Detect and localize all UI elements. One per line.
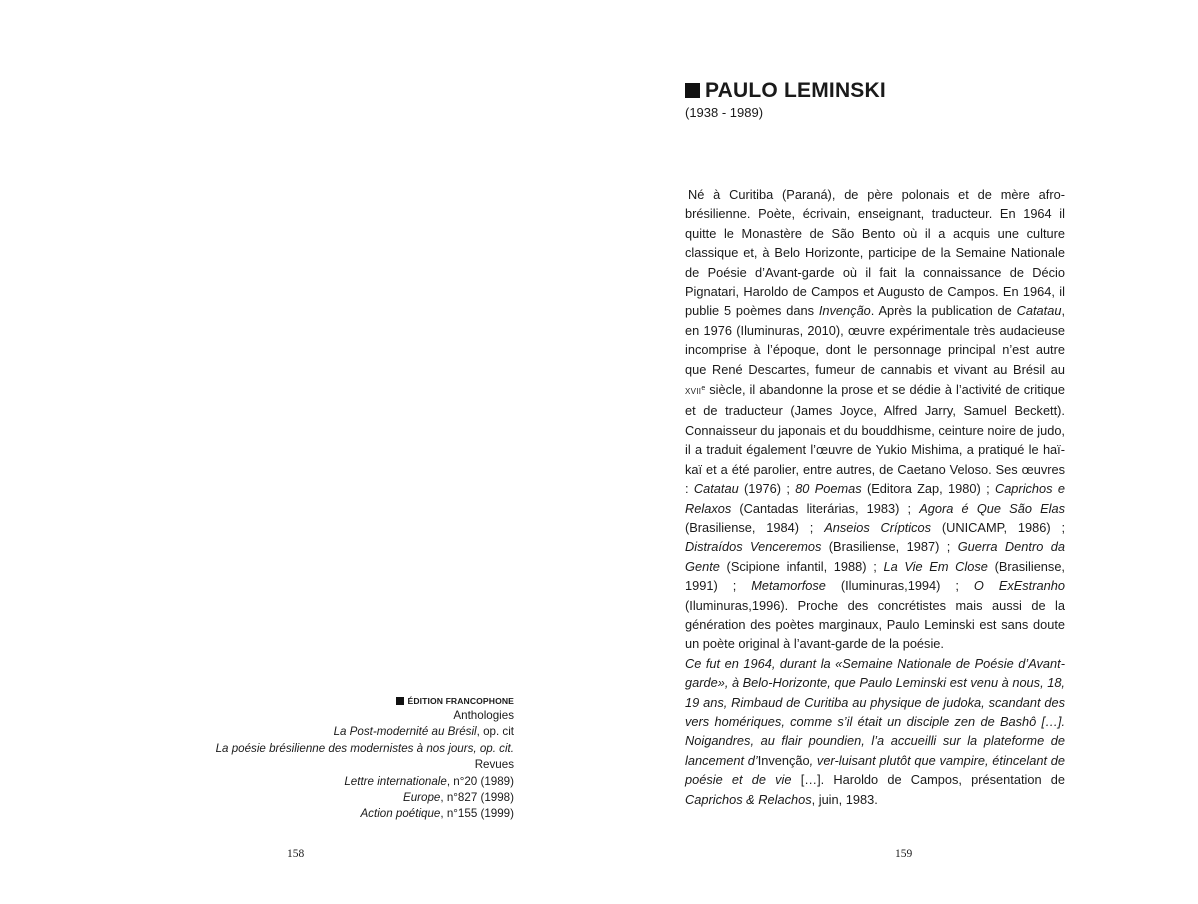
francophone-edition-block xyxy=(94,694,514,823)
author-dates: (1938 - 1989) xyxy=(685,105,764,120)
text-run: Catatau xyxy=(693,481,739,497)
right-page xyxy=(599,0,1198,904)
page-number-right: 159 xyxy=(895,848,913,860)
biography-paragraph xyxy=(685,185,1065,654)
text-run: (Brasiliense, 1984) ; xyxy=(685,519,825,535)
text-run: La Vie Em Close xyxy=(883,558,988,574)
text-run: . Après la publication de xyxy=(870,303,1017,319)
text-run: e xyxy=(701,385,706,393)
text-run: , ver-luisant plutôt que vampire, étincelant de poésie et de vie xyxy=(685,752,1065,788)
text-run: (Editora Zap, 1980) ; xyxy=(861,481,995,497)
text-run: XVII xyxy=(685,387,702,397)
text-run: O ExEstranho xyxy=(973,578,1065,594)
text-run: Invenção xyxy=(757,752,810,768)
text-run: Catatau xyxy=(1016,303,1062,319)
text-run: , en 1976 (Iluminuras, 2010), œuvre expérimentale très audacieuse incomprise à l’époque, dont le personnage principal n’est autre que René Descartes, fumeur de cannabis et vivant au Brésil au xyxy=(685,303,1065,377)
text-run: Distraídos Venceremos xyxy=(685,539,822,555)
text-run: (Iluminuras,1994) ; xyxy=(825,578,974,594)
text-run: Né à Curitiba (Paraná), de père polonais et de mère afro-brésilienne. Poète, écrivain, enseignant, traducteur. En 1964 il quitte le Monastère de São Bento où il a acquis une culture classique et, à Belo Horizonte, participe de la Semaine Nationale de Poésie d’Avant-garde où il fait la connaissance de Décio Pignatari, Haroldo de Campos et Augusto de Campos. En 1964, il publie 5 poèmes dans xyxy=(685,187,1065,319)
text-run: (Brasiliense, 1987) ; xyxy=(821,539,958,555)
text-run: (Brasiliense, 1991) ; xyxy=(685,558,1065,594)
text-run: Caprichos & Relachos xyxy=(685,791,812,807)
text-run: Invenção xyxy=(818,303,871,319)
edition-heading: ÉDITION FRANCOPHONE xyxy=(94,694,514,708)
author-name: PAULO LEMINSKI xyxy=(705,79,886,102)
text-run: Agora é Que São Elas xyxy=(919,500,1065,516)
page-number-left: 158 xyxy=(287,848,305,860)
text-run: 80 Poemas xyxy=(795,481,862,497)
anthologies-label: Anthologies xyxy=(453,709,514,722)
anthology-entry: La poésie brésilienne des modernistes à nos jours, op. cit. xyxy=(215,741,514,755)
author-title xyxy=(685,78,886,104)
text-run: Caprichos e Relaxos xyxy=(685,481,1065,516)
text-run: siècle, il abandonne la prose et se dédie à l’activité de critique et de traducteur (James Joyce, Alfred Jarry, Samuel Beckett). Connaisseur du japonais et du bouddhisme, ceinture noire de judo, il a traduit également l’œuvre de Yukio Mishima, a pratiqué le haï-kaï et a été parolier, entre autres, de Caetano Veloso. Ses œuvres : xyxy=(685,382,1065,497)
revue-entry: Action poétique, n°155 (1999) xyxy=(360,807,514,821)
text-run: […]. Haroldo de Campos, présentation de xyxy=(791,772,1065,788)
text-run: (1976) ; xyxy=(738,481,796,497)
revue-entry: Europe, n°827 (1998) xyxy=(403,791,514,805)
revues-label: Revues xyxy=(474,758,514,772)
text-run: Guerra Dentro da Gente xyxy=(685,539,1065,574)
text-run: (UNICAMP, 1986) ; xyxy=(931,519,1065,535)
text-run: (Iluminuras,1996). Proche des concrétistes mais aussi de la génération des poètes marginaux, Paulo Leminski est sans doute un poète original à l’avant-garde de la poésie. xyxy=(685,597,1065,652)
text-run: (Scipione infantil, 1988) ; xyxy=(719,558,884,574)
quotation-paragraph xyxy=(685,654,1065,809)
square-bullet-icon xyxy=(685,83,700,98)
biography-text xyxy=(685,185,1065,809)
text-run: Anseios Crípticos xyxy=(824,519,932,535)
text-run: (Cantadas literárias, 1983) ; xyxy=(731,500,920,516)
text-run: , juin, 1983. xyxy=(811,791,878,807)
text-run: Metamorfose xyxy=(751,578,826,594)
square-bullet-icon xyxy=(396,697,404,705)
text-run: Ce fut en 1964, durant la «Semaine Nationale de Poésie d’Avant-garde», à Belo-Horizonte, que Paulo Leminski est venu à nous, 18, 19 ans, Rimbaud de Curitiba au physique de judoka, scandant des vers homériques, comme s’il était un disciple zen de Bashô […]. Noigandres, au flair poundien, l’a accueilli sur la plateforme de lancement d’ xyxy=(685,655,1065,768)
anthology-entry: La Post-modernité au Brésil, op. cit xyxy=(333,725,514,739)
revue-entry: Lettre internationale, n°20 (1989) xyxy=(344,774,514,788)
